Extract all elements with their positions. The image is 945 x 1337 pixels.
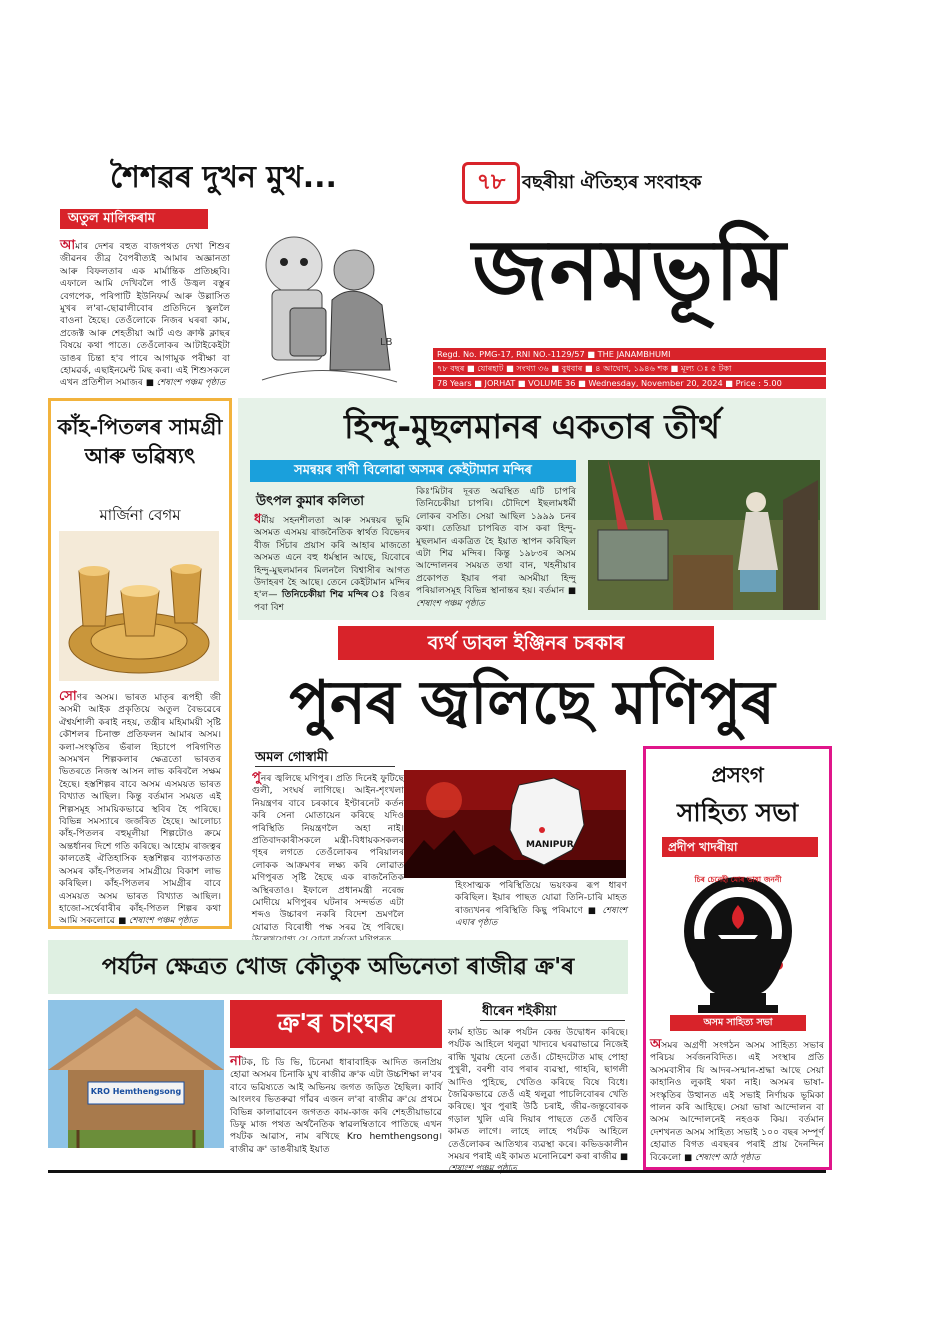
info-line-assamese: ৭৮ বছৰ ■ যোৰহাট ■ সংখ্যা ৩৬ ■ বুধবাৰ ■ ৪ আঘোণ, ১৯৪৬ শক ■ মূল্য ঃ ৫ টকা (433, 362, 826, 375)
continued-note: ■ (619, 1152, 629, 1163)
drop-cap: পু (252, 770, 261, 785)
article-tourism-col1 (230, 1054, 442, 1155)
article-body: মাৰ দেশৰ বহুত বাজপথত দেখা শিশুৰ জীৱনৰ তীব্ৰ বৈপৰীত্যই আমাৰ অজ্ঞানতা আৰু বিফলতাৰ এক মাৰ্মান্তিক প্ৰতিচ্ছবি। এফালে আমি দেখিবলৈ পাওঁ উজ্বল বস্তুৰ বেগপেক, পৰিপাটি ইউনিফৰ্ম আৰু উল্লাসিত মুখৰ ল'ৰা-ছোৱালীবোৰ প্ৰতিদিনে স্কুললৈ বাওনা হৈছে। তেওঁলোকে নিজৰ ঘৰৰা কাম, প্ৰজেক্ট আৰু শেহতীয়া আৰ্ট এণ্ড ক্ৰাফ্ট ক্লাছৰ বিষয়ে কথা পাতে। তেওঁলোকৰ আটাইকেইটা ডাঙৰ চিন্তা হ'ব পাৰে আগামুক পৰীক্ষা বা হোমৱৰ্ক, এছাইনমেন্ট মিছ কৰা। এই শিশুসকলে এখন প্ৰতিশীল সমাজৰ (60, 241, 230, 389)
subhead-unity: সমন্বয়ৰ বাণী বিলোৱা অসমৰ কেইটামান মন্দিৰ (250, 460, 576, 482)
temple-photo (588, 460, 820, 610)
continued-note: ■ শেষাংশ পঞ্চম পৃষ্ঠাত (145, 378, 226, 389)
kicker-manipur: ব্যৰ্থ ডাবল ইঞ্জিনৰ চৰকাৰ (338, 626, 714, 660)
article-body: হিংসাত্মক পৰিস্থিতিয়ে ভয়ংকৰ ৰূপ ধাৰণ কৰিছিল। ইয়াৰ পাছত যোৱা তিনি-চাৰি মাহত ৰাজ্যখনৰ পৰিস্থিতি কিছু পৰিমাণে (455, 880, 627, 916)
article-manipur (252, 770, 404, 933)
unity-panel (238, 398, 826, 620)
article-unity-col2 (416, 486, 576, 614)
byline-kanh-pitol: মাৰ্জিনা বেগম (99, 506, 181, 524)
byline-childhood: অতুল মালিকৰাম (60, 209, 208, 229)
tourism-banner (48, 940, 628, 994)
drop-cap: আ (60, 238, 76, 253)
byline-rule (480, 1020, 625, 1021)
article-body: ৰ্মীয় সহনশীলতা আৰু সমন্বয়ৰ ভূমি অসমত এসময় ৰাজনৈতিক স্বাৰ্থত বিভেদৰ বীজ সিঁচাৰ প্ৰয়াস কৰি আহাৰ মাজতো অসমত এনে বহু ধৰ্মস্থান আছে, যিবোৰে হিন্দু-মুছলমানৰ মিলনলৈ বিশ্বাসীৰ আগত উদাহৰণ হৈ আছে। তেনে কেইটামান মন্দিৰ হ'ল— (254, 515, 410, 601)
map-label: MANIPUR (526, 840, 574, 850)
continued-note: ■ শেষাংশ আঠ পৃষ্ঠাত (684, 1152, 760, 1163)
brassware-photo (59, 531, 219, 681)
masthead-tagline: বছৰীয়া ঐতিহ্যৰ সংবাহক (522, 172, 702, 193)
article-body: টক, চি ডি ভি, চিনেমা ধাৰাবাহিক আদিত জনপ্ৰিয় হোৱা অসমৰ চিনাকি মুখ ৰাজীৱ ক্ৰ'ক এটা উচ্চশিক্ষা ল'বৰ বাবে ভৱিষ্যতে আই অভিনয় জগত জড়িত হৈছিল। কাৰ্বি আংলংৰ ভিতৰুৱা গাঁৱৰ এজন ল'ৰা ৰাজীৱ ক্ৰ'য়ে প্ৰথমে বিভিন্ন কালাৱাবেন জগতত কাম-কাজ কৰি শেহতীয়াভাৱে ডিফু মাজ পথত অৰ্থনৈতিক স্বাৱলম্বিতাবে পাতিছে এখন পৰ্যটক আৱাস, নাম ৰখিছে Kro hemthengsong। ৰাজীৱ ক্ৰ' ডাঙৰীয়াই ইয়াত (230, 1057, 442, 1155)
logo-banner: অসম সাহিত্য সভা (670, 1015, 806, 1031)
years-badge: ৭৮ (462, 162, 520, 204)
subsection-title: তিনিচেকীয়া শিৱ মন্দিৰ ঃ (281, 589, 386, 601)
article-kanh-pitol (59, 689, 221, 927)
children-illustration (232, 210, 407, 400)
article-childhood (60, 240, 230, 398)
headline-prasanga: প্ৰসংগ (711, 763, 764, 787)
masthead-info (433, 348, 826, 389)
sahitya-sabha-logo (658, 869, 818, 1034)
page-bottom-rule (48, 1170, 826, 1173)
byline-tourism: ধীৰেন শইকীয়া (482, 1004, 557, 1019)
byline-rule (255, 766, 395, 767)
article-body: সমৰ অগ্ৰণী সংগঠন অসম সাহিত্য সভাৰ পৰিচয় সৰ্বজনবিদিত। এই সংস্থাৰ প্ৰতি অসমবাসীৰ যি আদৰ-সন্মান-শ্ৰদ্ধা আছে সেয়া কাহানিও লুকাই থকা নাই। অসমৰ ভাষা-সংস্কৃতিৰ উত্থানত এই সভাই নিৰ্ণায়ক ভূমিকা পালন কৰি আহিছে। সেয়া ভাষা আন্দোলন বা অসম আন্দোলনেই নহওক কিয়। বৰ্তমান দেশখনত অসম সাহিত্য সভাই ১০০ বছৰ সম্পূৰ্ণ হোৱাত বিগত এবছৰৰ পৰাই প্ৰায় দৈনন্দিন বিকেলো (650, 1040, 824, 1163)
byline-unity: উৎপল কুমাৰ কলিতা (256, 494, 365, 509)
byline-prasanga: প্ৰদীপ খাদৰীয়া (662, 837, 818, 857)
headline-unity: হিন্দু-মুছলমানৰ একতাৰ তীৰ্থ (344, 407, 720, 446)
continued-note: ■ শেষাংশ এঘাৰ পৃষ্ঠাত (455, 905, 627, 929)
article-manipur-col2 (455, 880, 627, 929)
headline-manipur: পুনৰ জ্বলিছে মণিপুৰ (289, 668, 775, 738)
resort-sign: KRO Hemthengsong (90, 1087, 182, 1096)
article-body-end: বিঙৰ পবা বিশ (254, 589, 411, 613)
kanh-pitol-box (48, 398, 232, 929)
masthead-logo: জনমভূমি (472, 220, 788, 319)
article-unity-col1 (254, 514, 410, 614)
article-prasanga (650, 1039, 824, 1163)
headline-sahitya-sabha: সাহিত্য সভা (676, 798, 799, 827)
tourism-photo (48, 1000, 224, 1148)
manipur-photo (404, 770, 626, 878)
info-line-registration: Regd. No. PMG-17, RNI NO.-1129/57 ■ THE JANAMBHUMI (433, 348, 826, 360)
prasanga-box (643, 746, 832, 1170)
svg-text:LB: LB (380, 337, 393, 348)
byline-manipur: অমল গোস্বামী (255, 750, 328, 765)
headline-tourism: পৰ্যটন ক্ষেত্ৰত খোজ কৌতুক অভিনেতা ৰাজীৱ ক্ৰ'ৰ (101, 954, 575, 980)
article-body: ণৰ অসম। ভাৰত মাতৃৰ ৰূপহী জী অসমী আইক প্ৰকৃতিয়ে অতুল বৈভৱেৰে ঐশ্বৰ্যশালী কৰাই নহয়, তন্ত্ৰীৰ মহিমাময়ী সৃষ্টি কৌশলৰ চিনাক্ত প্ৰতিফলন আমাৰ অসম। কলা-সংস্কৃতিৰ ভঁৰাল হিচাপে পৰিগণিত অসমখন শিল্পকলাৰ ক্ষেত্ৰতো ভাৰতৰ ভিতৰতে নিজস্ব আসন লাভ কৰিবলৈ সক্ষম হৈছে। হস্তশিল্পৰ বাবে অসম এসময়ত ভাৰত বিখ্যাত আছিল। কিন্তু বৰ্তমান সময়ত এই শিল্পসমূহ সাময়িকভাৱে স্থবিৰ হৈ পৰিছে। বিভিন্ন সমস্যাৰে জৰ্জৰিত হৈছে। আলোচ্য কাঁহ-পিতলৰ বহুমূলীয়া শিল্পটোও ক্ৰমে অন্তৰ্ধানৰ দিশে গতি কৰিছে। আহোম ৰাজত্বৰ কালতেই ঐতিহাসিক হস্তশিল্পৰ ব্যাপকতাত অসমৰ কাঁহ-পিতলৰ সামগ্ৰীয়ে বিকাশ লাভ কৰিছিল। কাঁহ-পিতলৰ সামগ্ৰীৰ বাবে এসময়ত অসম ভাৰত বিখ্যাত আছিল। হাজো-সৰ্থেবাৰীৰ কাঁহ-পিতল শিল্পৰ কথা আমি সকলোৱে (59, 692, 221, 927)
logo-ring-text: চিৰ চেনেহী মোৰ ভাষা জননী (694, 875, 782, 884)
headline-kanh-pitol: কাঁহ-পিতলৰ সামগ্ৰী আৰু ভৱিষ্যৎ (57, 415, 223, 468)
article-body: ফাৰ্ম হাউচ আৰু পৰ্যটন কেন্দ্ৰ উদ্বোধন কৰিছে। পৰ্যটক আহিলে থলুৱা খাদ্যৰে ঘৰৱাভাৱে নিজেই ৰান্ধি খুৱায় হেনো তেওঁ। চৌহদটোত মাছ পোহা পুখুৰী, বৰশী বাব পৰাৰ ব্যৱস্থা, গাহৰি, ছাগলী আদিও পুহিছে, খেতিও কৰিছে বিষে বিধে। জৈৱিকভাৱে তেওঁ এই থলুৱা পাচলিবোৰৰ খেতি কৰিছে। খুব পুৰাই উঠি চৰাই, জীৱ-জন্তুবোৰক গড়াল খুলি এৰি দিয়াৰ পাছতে তেওঁ খেতিৰ কামত লাগে। লাহে লাহে পৰ্যটক আহিলে তেওঁলোকৰ আতিথ্যৰ ব্যৱস্থা কৰে। কভিডকালীন সময়ৰ পৰাই এই কামত মনোনিৱেশ কৰা ৰাজীৱ (448, 1027, 628, 1163)
headline-childhood: শৈশৱৰ দুখন মুখ... (110, 160, 337, 195)
subhead-tourism: ক্ৰ'ৰ চাংঘৰ (230, 1000, 442, 1048)
article-body: কিঃ'মিটাৰ দূৰত অৱস্থিত এটি চাপৰি তিনিচেকীয়া চাপৰি। চৌদিশে ইছলামধৰ্মী লোকৰ বসতি। সেয়া আছিল ১৯৯৯ চনৰ কথা। তেতিয়া চাপৰিত বাস কৰা হিন্দু-মুছলমান একত্ৰিত হৈ ইয়াত স্থাপন কৰিছিল এটা শিৱ মন্দিৰ। কিন্তু ১৯৮৩ৰ অসম আন্দোলনৰ সময়ত তথা বান, খহনীয়াৰ প্ৰকোপত ইয়াৰ পৰা অসমীয়া হিন্দু পৰিয়ালসমূহ বিভিন্ন স্থানান্তৰ হয়। বৰ্তমান (416, 486, 576, 597)
continued-note: ■ শেষাংশ পঞ্চম পৃষ্ঠাত (416, 586, 577, 609)
drop-cap: ধ (254, 512, 262, 527)
info-line-english: 78 Years ■ JORHAT ■ VOLUME 36 ■ Wednesday, November 20, 2024 ■ Price : 5.00 (433, 377, 826, 389)
article-tourism-col2 (448, 1027, 629, 1163)
drop-cap: সো (59, 689, 77, 704)
drop-cap: না (230, 1054, 242, 1069)
drop-cap: অ (650, 1037, 662, 1052)
continued-note: ■ শেষাংশ পঞ্চম পৃষ্ঠাত (118, 916, 198, 927)
article-body: নৰ জ্বলিছে মণিপুৰ। প্ৰতি দিনেই ফুটিছে গুলী, সংঘৰ্ষ লাগিছে। আইন-শৃংখলা নিয়ন্ত্ৰণৰ বাবে চৰকাৰে ইণ্টাৰনেট কৰ্তন কৰি সেনা মোতায়েন কৰিছে যদিও পৰিস্থিতি নিয়ন্ত্ৰণলৈ অহা নাই। প্ৰতিবাদকাৰীসকলে মন্ত্ৰী-বিধায়কসকলৰ গৃহৰ লগতে তেওঁলোকৰ পৰিয়ালৰ লোকক আক্ৰমণৰ লক্ষ্য কৰি লোৱাত মণিপুৰত সৃষ্টি হৈছে এক ৰাজনৈতিক অস্থিৰতাও। ইফালে প্ৰধানমন্ত্ৰী নৰেন্দ্ৰ মোদীয়ে মণিপুৰৰ ঘটনাৰ সন্দৰ্ভত এটা শব্দও উচ্চাৰণ নকৰি বিদেশ ভ্ৰমণলৈ যোৱাত বিৰোধী পক্ষ সৰৱ হৈ পৰিছে। (252, 773, 404, 933)
